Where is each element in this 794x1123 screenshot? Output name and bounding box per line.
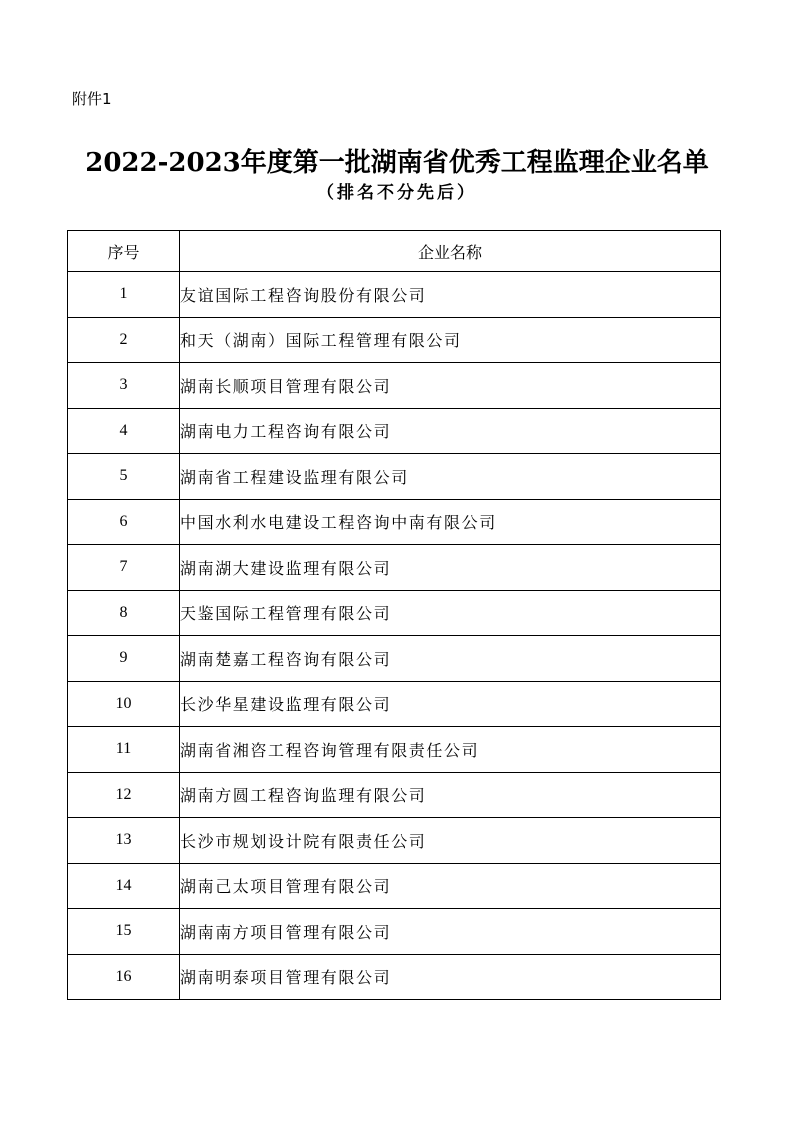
row-serial-number: 12 [68, 772, 180, 818]
table-row [68, 363, 721, 409]
table-row [68, 590, 721, 636]
row-serial-number: 9 [68, 636, 180, 682]
row-serial-number: 6 [68, 499, 180, 545]
row-serial-number: 4 [68, 408, 180, 454]
row-company-name: 天鉴国际工程管理有限公司 [180, 590, 721, 636]
table-row [68, 818, 721, 864]
row-company-name: 湖南明泰项目管理有限公司 [180, 954, 721, 1000]
row-serial-number: 8 [68, 590, 180, 636]
table-row [68, 681, 721, 727]
table-row [68, 408, 721, 454]
row-company-name: 湖南湖大建设监理有限公司 [180, 545, 721, 591]
header-serial-number: 序号 [68, 231, 180, 272]
row-serial-number: 1 [68, 272, 180, 318]
row-company-name: 长沙华星建设监理有限公司 [180, 681, 721, 727]
table-row [68, 454, 721, 500]
company-list-table [67, 230, 721, 1000]
row-company-name: 友谊国际工程咨询股份有限公司 [180, 272, 721, 318]
table-row [68, 863, 721, 909]
document-title: 2022-2023年度第一批湖南省优秀工程监理企业名单 [85, 148, 709, 178]
document-subtitle: （排名不分先后） [317, 183, 477, 203]
table-header-row [68, 231, 721, 272]
table-row [68, 317, 721, 363]
table-row [68, 954, 721, 1000]
row-serial-number: 14 [68, 863, 180, 909]
row-serial-number: 15 [68, 909, 180, 955]
row-serial-number: 11 [68, 727, 180, 773]
row-company-name: 中国水利水电建设工程咨询中南有限公司 [180, 499, 721, 545]
row-serial-number: 2 [68, 317, 180, 363]
row-company-name: 湖南南方项目管理有限公司 [180, 909, 721, 955]
row-serial-number: 10 [68, 681, 180, 727]
row-serial-number: 16 [68, 954, 180, 1000]
table-row [68, 727, 721, 773]
row-company-name: 和天（湖南）国际工程管理有限公司 [180, 317, 721, 363]
row-serial-number: 3 [68, 363, 180, 409]
row-company-name: 湖南己太项目管理有限公司 [180, 863, 721, 909]
table-row [68, 272, 721, 318]
table-row [68, 545, 721, 591]
header-company-name: 企业名称 [180, 231, 721, 272]
row-serial-number: 5 [68, 454, 180, 500]
row-company-name: 湖南方圆工程咨询监理有限公司 [180, 772, 721, 818]
row-serial-number: 13 [68, 818, 180, 864]
row-company-name: 湖南电力工程咨询有限公司 [180, 408, 721, 454]
table-row [68, 772, 721, 818]
table-row [68, 636, 721, 682]
row-company-name: 湖南长顺项目管理有限公司 [180, 363, 721, 409]
table-row [68, 909, 721, 955]
row-company-name: 长沙市规划设计院有限责任公司 [180, 818, 721, 864]
row-company-name: 湖南省工程建设监理有限公司 [180, 454, 721, 500]
table-row [68, 499, 721, 545]
row-serial-number: 7 [68, 545, 180, 591]
attachment-label: 附件1 [72, 90, 112, 108]
row-company-name: 湖南楚嘉工程咨询有限公司 [180, 636, 721, 682]
row-company-name: 湖南省湘咨工程咨询管理有限责任公司 [180, 727, 721, 773]
